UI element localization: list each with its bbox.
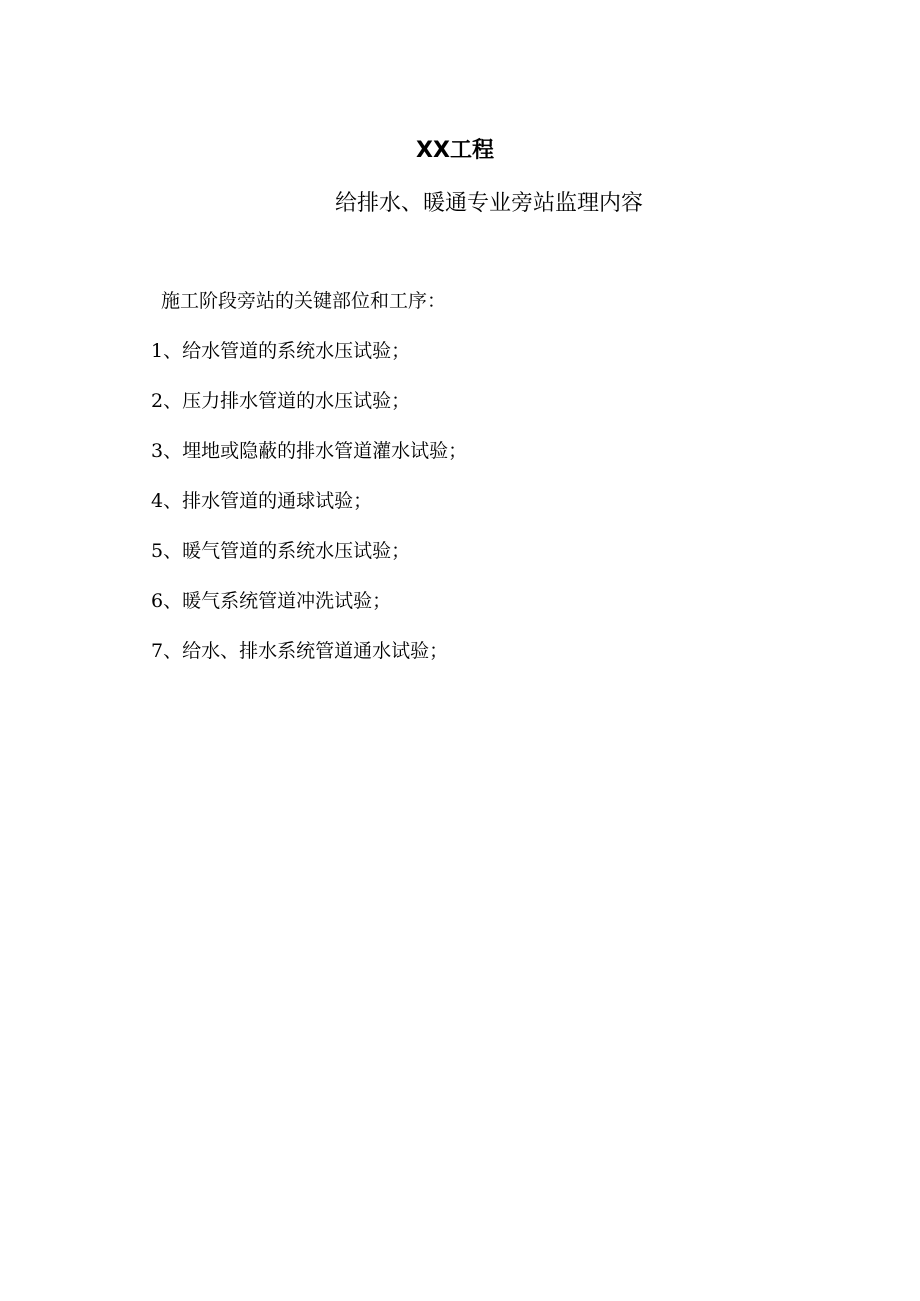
list-item: 2、压力排水管道的水压试验； xyxy=(151,390,411,412)
list-item: 5、暖气管道的系统水压试验； xyxy=(151,540,411,562)
document-title: XX工程 xyxy=(416,138,494,163)
document-subtitle: 给排水、暖通专业旁站监理内容 xyxy=(334,191,643,216)
list-item: 1、给水管道的系统水压试验； xyxy=(151,340,411,362)
list-item: 4、排水管道的通球试验； xyxy=(151,490,373,512)
list-item: 7、给水、排水系统管道通水试验； xyxy=(151,640,449,662)
list-item: 3、埋地或隐蔽的排水管道灌水试验； xyxy=(151,440,468,462)
list-item: 6、暖气系统管道冲洗试验； xyxy=(151,590,392,612)
intro-paragraph: 施工阶段旁站的关键部位和工序： xyxy=(161,290,447,312)
inspection-list xyxy=(151,336,467,686)
